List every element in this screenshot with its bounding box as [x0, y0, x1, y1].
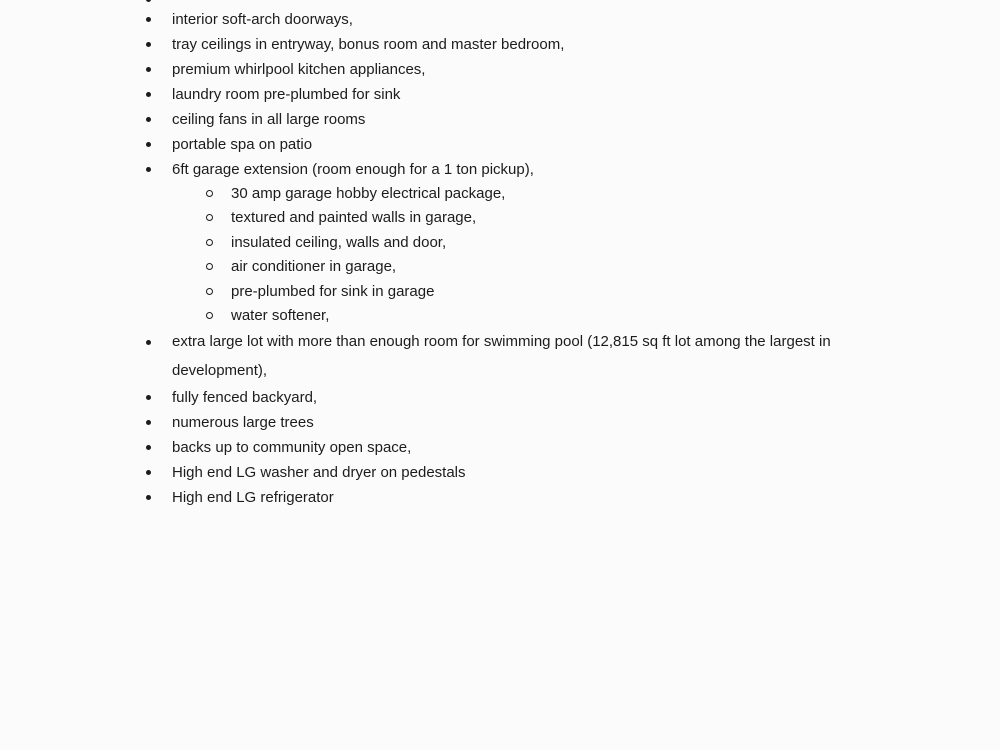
sub-list-item [172, 255, 872, 279]
bullet-icon [146, 142, 151, 147]
list-item-text: numerous large trees [172, 414, 314, 432]
list-item-text: interior soft-arch doorways, [172, 11, 353, 28]
bullet-icon [146, 445, 151, 450]
list-item [0, 485, 872, 510]
bullet-icon [146, 470, 151, 475]
list-item-text: ceiling fans in all large rooms [172, 111, 366, 128]
sub-list-item [172, 206, 872, 230]
bullet-icon [146, 17, 151, 22]
bullet-icon [146, 340, 151, 345]
list-item [0, 435, 872, 460]
feature-list [0, 7, 1000, 510]
sub-list-item-text: textured and painted walls in garage, [231, 209, 477, 227]
list-item-text: fully fenced backyard, [172, 389, 318, 407]
list-item-text: backs up to community open space, [172, 439, 412, 457]
list-item-text: extra large lot with more than enough room for swimming pool (12,815 sq ft lot among the largest in development), [172, 333, 831, 380]
list-item-text: High end LG refrigerator [172, 489, 334, 507]
sub-list-item [172, 182, 872, 206]
list-item-lot [0, 327, 872, 385]
bullet-icon [146, 92, 151, 97]
sub-list-item-text: 30 amp garage hobby electrical package, [231, 185, 506, 202]
list-item [0, 32, 872, 57]
sub-list-item [172, 280, 872, 304]
bullet-icon [146, 42, 151, 47]
list-item [0, 107, 872, 132]
sub-list-item [172, 231, 872, 255]
list-item-garage [0, 157, 872, 328]
bullet-icon [146, 495, 151, 500]
sub-list-item-text: air conditioner in garage, [231, 258, 397, 276]
hollow-bullet-icon [206, 214, 213, 221]
hollow-bullet-icon [206, 263, 213, 270]
hollow-bullet-icon [206, 239, 213, 246]
list-item [0, 410, 872, 435]
sub-list-item-text: insulated ceiling, walls and door, [231, 233, 447, 251]
list-item-text: laundry room pre-plumbed for sink [172, 86, 401, 103]
hollow-bullet-icon [206, 288, 213, 295]
bullet-icon [146, 167, 151, 172]
cut-off-bullet-icon [146, 0, 151, 2]
hollow-bullet-icon [206, 190, 213, 197]
sub-list-item [172, 304, 872, 328]
list-item-text: High end LG washer and dryer on pedestals [172, 464, 466, 482]
list-item [0, 82, 872, 107]
garage-sublist [172, 182, 872, 328]
bullet-icon [146, 67, 151, 72]
bullet-icon [146, 117, 151, 122]
list-item [0, 57, 872, 82]
sub-list-item-text: water softener, [231, 307, 330, 325]
list-item [0, 132, 872, 157]
list-item-text: 6ft garage extension (room enough for a 1 ton pickup), [172, 161, 534, 178]
list-item-text: tray ceilings in entryway, bonus room and master bedroom, [172, 36, 565, 53]
list-item [0, 385, 872, 410]
list-item-text: premium whirlpool kitchen appliances, [172, 61, 426, 78]
list-item-text: portable spa on patio [172, 136, 313, 153]
hollow-bullet-icon [206, 312, 213, 319]
bullet-icon [146, 395, 151, 400]
bullet-icon [146, 420, 151, 425]
list-item [0, 460, 872, 485]
sub-list-item-text: pre-plumbed for sink in garage [231, 282, 435, 300]
list-item [0, 7, 872, 32]
